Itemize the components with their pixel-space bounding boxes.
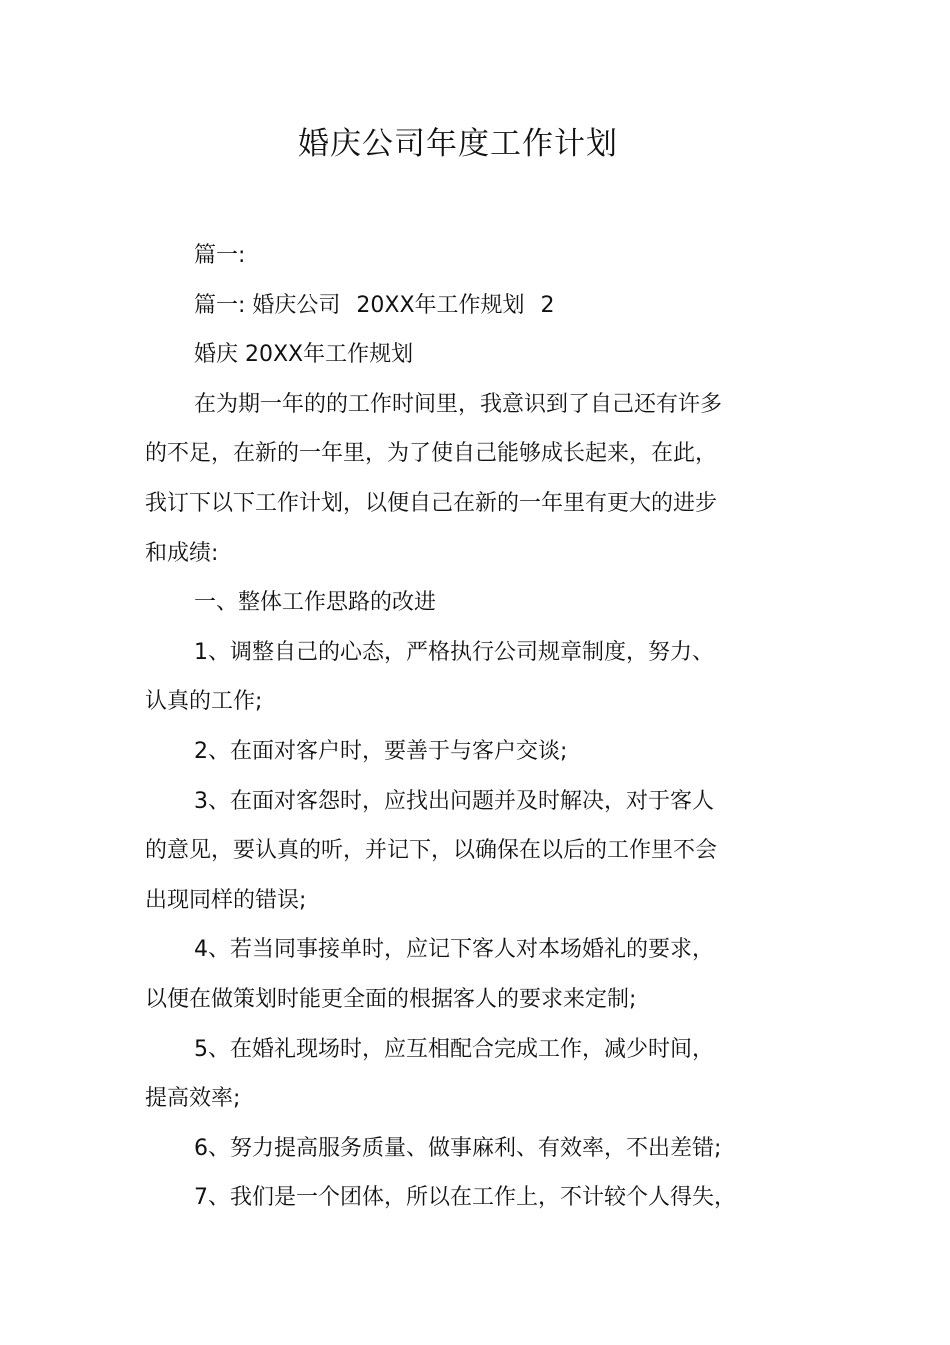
paragraph-line: 在为期一年的的工作时间里，我意识到了自己还有许多 <box>194 391 723 417</box>
list-item-continuation: 提高效率; <box>145 1086 241 1112</box>
list-item: 4、若当同事接单时，应记下客人对本场婚礼的要求， <box>194 937 714 963</box>
paragraph-line: 和成绩: <box>145 540 219 566</box>
list-item-continuation: 出现同样的错误; <box>145 887 307 913</box>
document-title: 婚庆公司年度工作计划 <box>298 126 618 162</box>
line-segment: 20XX年工作规划 <box>356 292 525 318</box>
line-segment: 篇一: 婚庆公司 <box>194 292 341 318</box>
list-item-continuation: 的意见，要认真的听，并记下，以确保在以后的工作里不会 <box>145 838 718 864</box>
list-item: 6、努力提高服务质量、做事麻利、有效率，不出差错; <box>194 1135 722 1161</box>
line-segment: 2 <box>540 292 555 318</box>
paragraph-line: 婚庆 20XX年工作规划 <box>194 342 414 368</box>
list-item: 7、我们是一个团体，所以在工作上，不计较个人得失， <box>194 1185 736 1211</box>
section-heading: 一、整体工作思路的改进 <box>194 590 437 616</box>
paragraph-line <box>145 286 750 336</box>
paragraph-line: 我订下以下工作计划，以便自己在新的一年里有更大的进步 <box>145 490 718 516</box>
document-body <box>145 236 750 1228</box>
list-item: 5、在婚礼现场时，应互相配合完成工作，减少时间， <box>194 1036 714 1062</box>
list-item-continuation: 认真的工作; <box>145 689 263 715</box>
list-item-continuation: 以便在做策划时能更全面的根据客人的要求来定制; <box>145 986 637 1012</box>
list-item: 1、调整自己的心态，严格执行公司规章制度，努力、 <box>194 639 714 665</box>
list-item: 2、在面对客户时，要善于与客户交谈; <box>194 738 568 764</box>
paragraph-line: 的不足，在新的一年里，为了使自己能够成长起来，在此， <box>145 441 718 467</box>
paragraph-line: 篇一: <box>194 243 246 268</box>
list-item: 3、在面对客怨时，应找出问题并及时解决，对于客人 <box>194 788 714 814</box>
